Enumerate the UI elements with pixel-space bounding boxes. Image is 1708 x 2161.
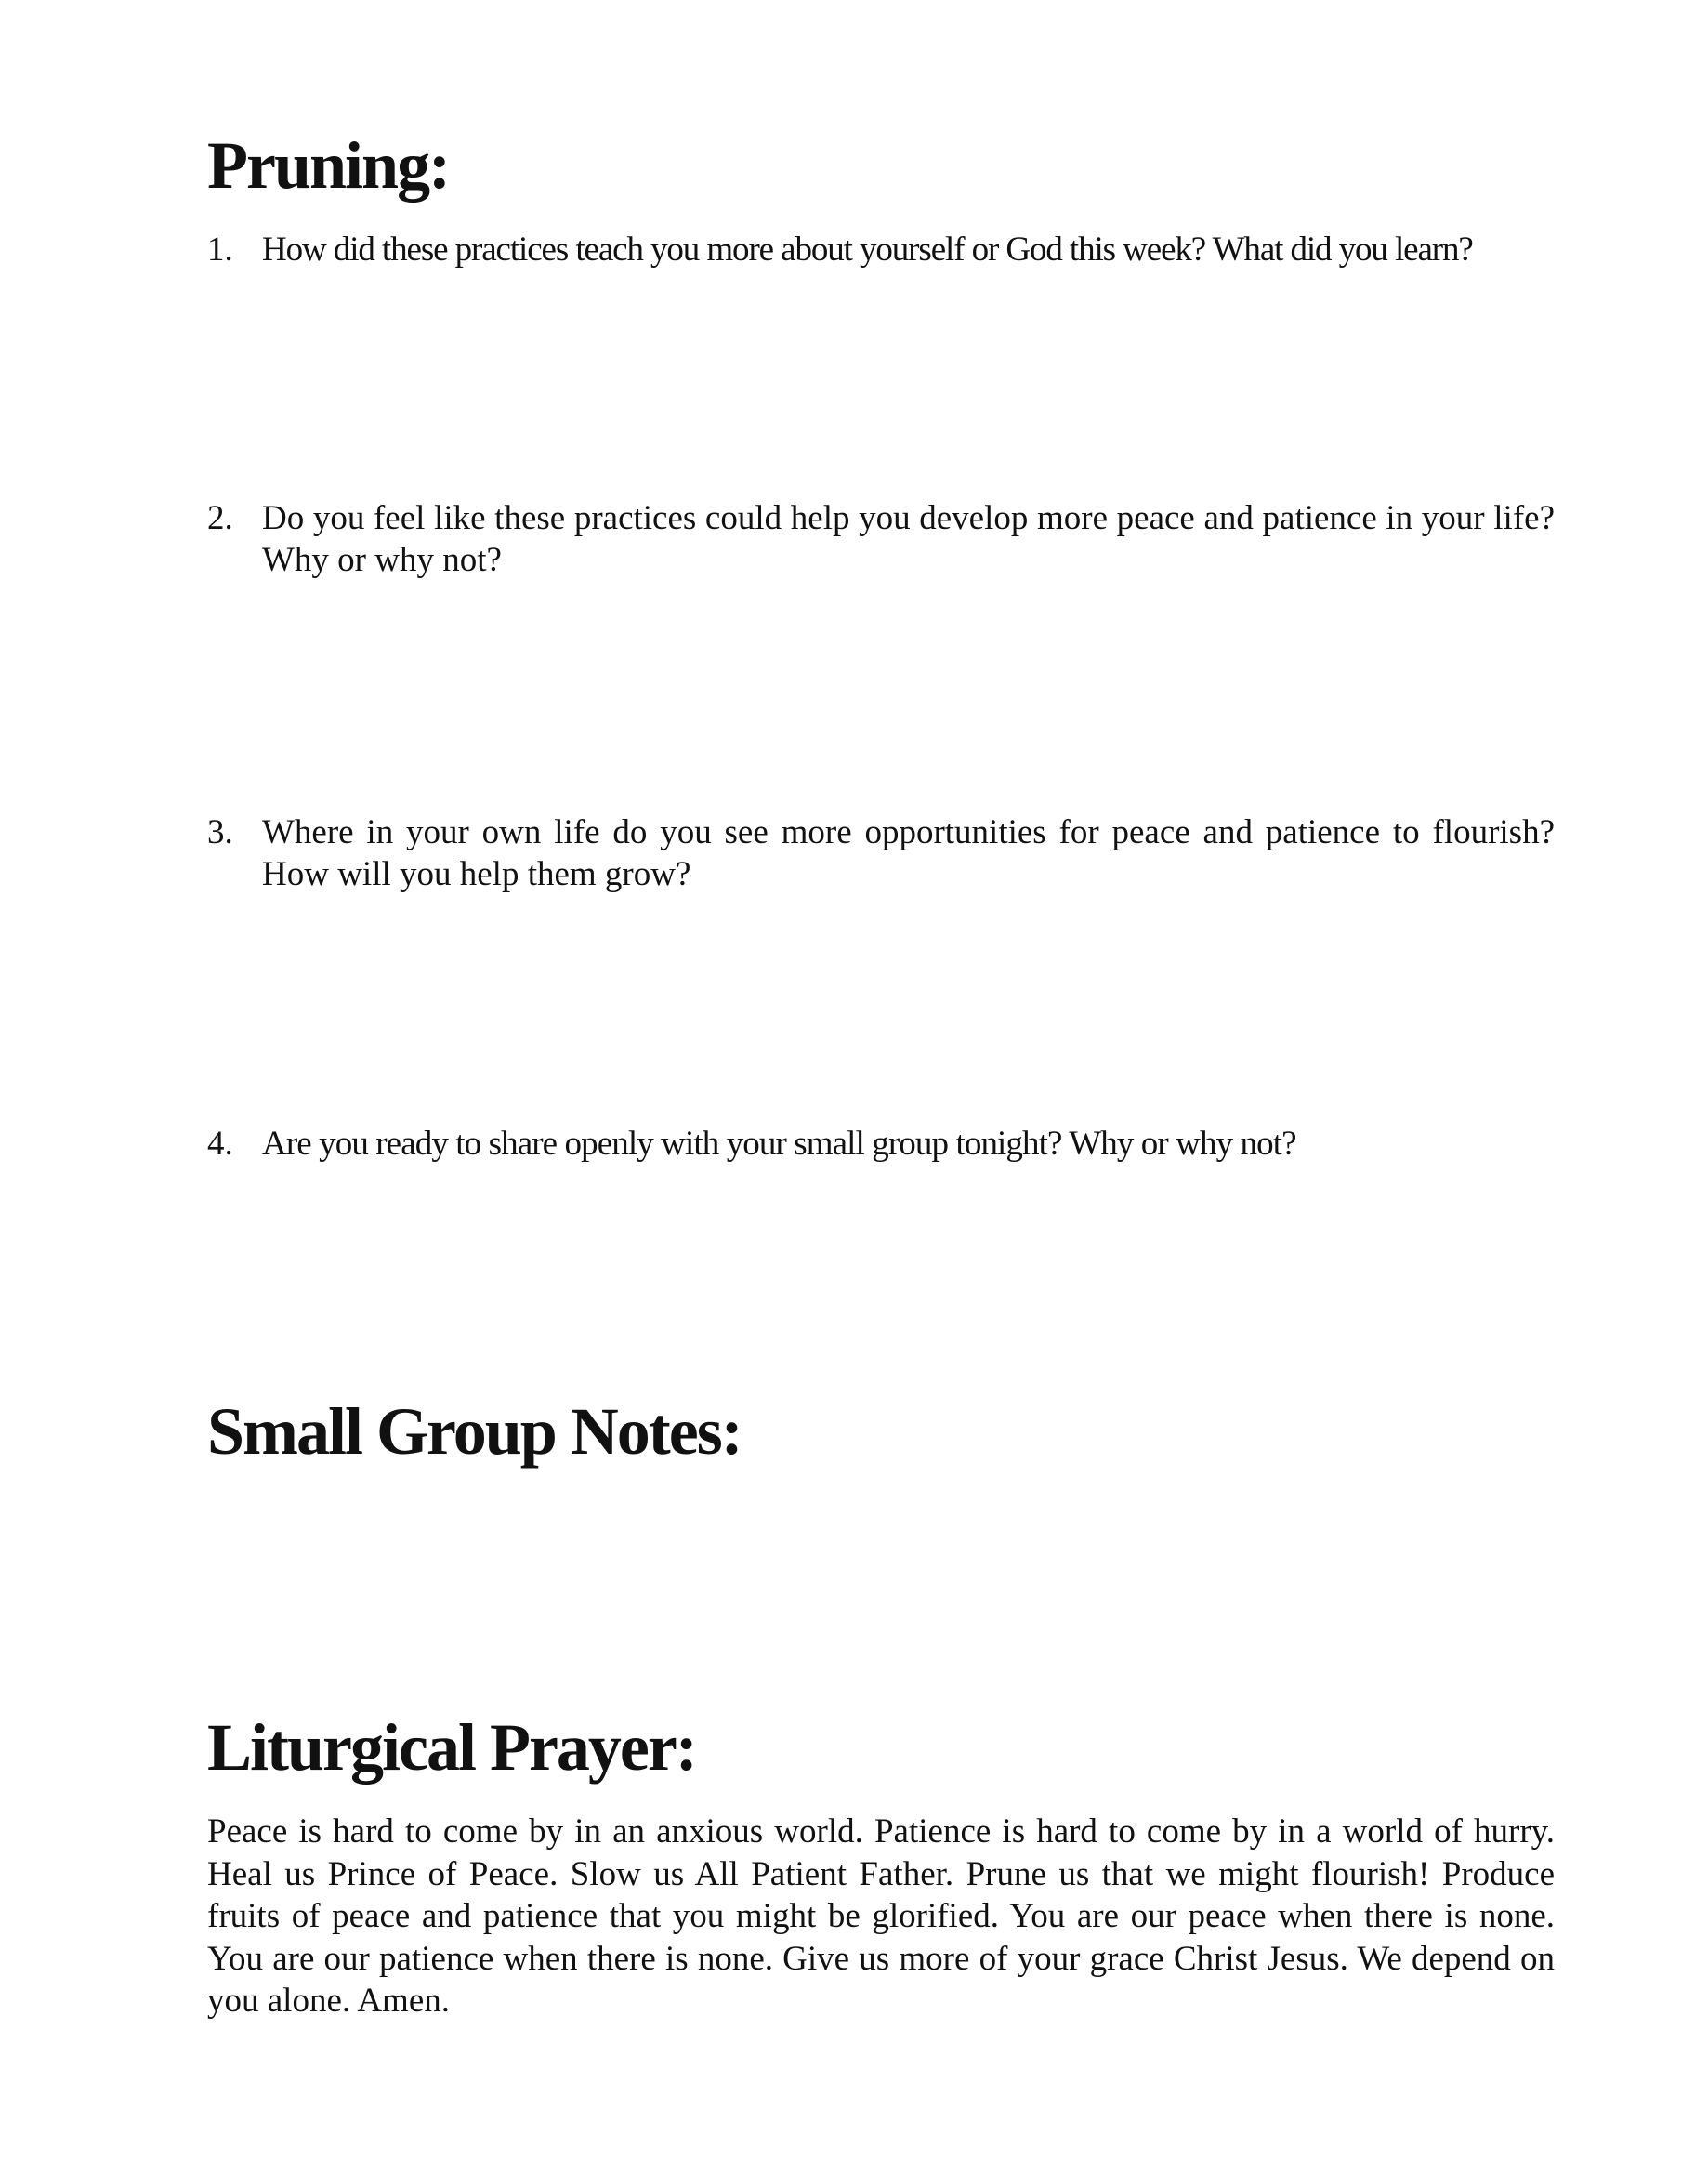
question-text: How did these practices teach you more about yourself or God this week? What did you learn? (262, 231, 1473, 269)
question-text: Where in your own life do you see more opportunities for peace and patience to flourish? How will you help them grow? (262, 813, 1555, 893)
question-item (207, 497, 1555, 581)
question-number: 1. (207, 231, 233, 269)
question-text: Do you feel like these practices could help you develop more peace and patience in your life? Why or why not? (262, 499, 1555, 579)
question-number: 2. (207, 499, 233, 537)
question-item (207, 229, 1555, 270)
small-group-notes-heading: Small Group Notes: (207, 1394, 742, 1469)
liturgical-prayer-heading: Liturgical Prayer: (207, 1710, 696, 1785)
question-item (207, 811, 1555, 895)
question-number: 4. (207, 1125, 233, 1163)
question-number: 3. (207, 813, 233, 851)
question-text: Are you ready to share openly with your small group tonight? Why or why not? (262, 1125, 1296, 1163)
question-item (207, 1123, 1555, 1165)
liturgical-prayer-text: Peace is hard to come by in an anxious world. Patience is hard to come by in a world of hurry. Heal us Prince of Peace. Slow us All Patient Father. Prune us that we might flourish! Produce fruits of peace and patience that you might be glorified. You are our peace when there is none. You are our patience when there is none. Give us more of your grace Christ Jesus. We depend on you alone. Amen. (207, 1812, 1555, 2020)
pruning-heading: Pruning: (207, 128, 450, 203)
